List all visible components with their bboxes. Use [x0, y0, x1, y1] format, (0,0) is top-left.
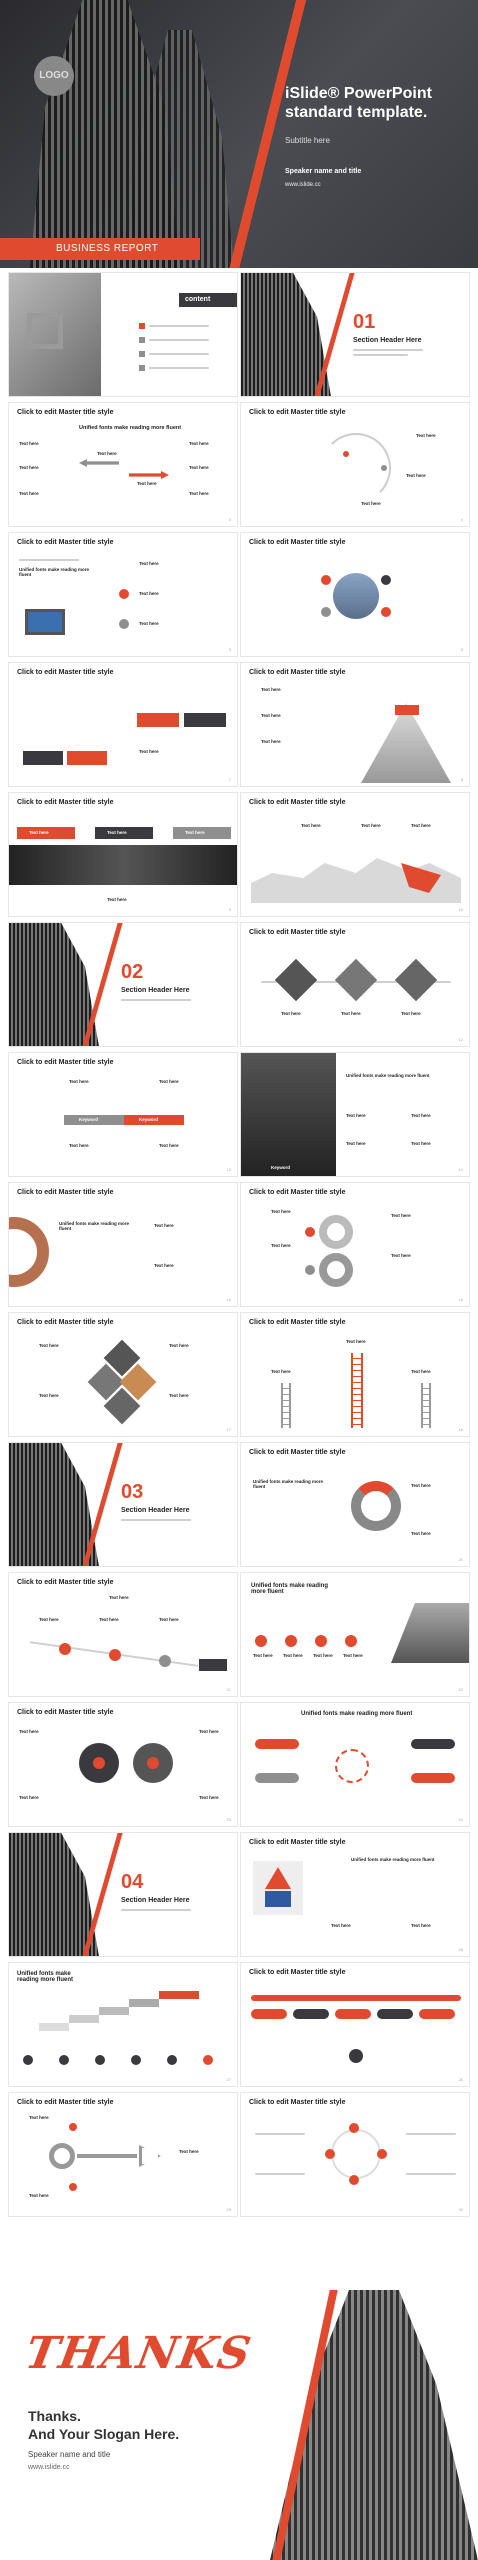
cover-title-line2: standard template.	[285, 104, 428, 121]
text-label: Text here	[416, 433, 436, 438]
pill-red	[255, 1739, 299, 1749]
slide-ladders[interactable]	[240, 1312, 470, 1437]
pill-red	[411, 1773, 455, 1783]
block-icon	[265, 1891, 291, 1907]
step-node	[59, 1643, 71, 1655]
stair-top	[159, 1991, 199, 1999]
text-box-dark	[23, 751, 63, 765]
text-label: Text here	[346, 1113, 366, 1118]
section-04-slide[interactable]	[8, 1832, 238, 1957]
right-arrow	[129, 471, 169, 479]
slide-title: Click to edit Master title style	[249, 1319, 346, 1326]
page-number: 6	[460, 647, 463, 652]
slide-heading: Unified fonts make reading more fluent	[59, 1221, 130, 1231]
diamond-photo	[395, 959, 437, 1001]
inner-icon	[93, 1757, 105, 1769]
section-number: 02	[121, 961, 144, 983]
slide-hub[interactable]	[240, 1702, 470, 1827]
text-label: Text here	[189, 491, 209, 496]
section-03-slide[interactable]	[8, 1442, 238, 1567]
text-label: Text here	[271, 1209, 291, 1214]
text-label: Text here	[139, 621, 159, 626]
slide-heading: Unified fonts make reading more fluent	[19, 567, 90, 577]
text-label: Text here	[261, 713, 281, 718]
text-label: Text here	[169, 1393, 189, 1398]
pill-red	[335, 2009, 371, 2019]
arc-node	[343, 451, 349, 457]
branch-hub	[49, 2143, 75, 2169]
city-photo	[333, 573, 379, 619]
slide-icons[interactable]	[8, 532, 238, 657]
page-number: 4	[460, 517, 463, 522]
text-line	[19, 559, 79, 561]
text-label: Text here	[189, 441, 209, 446]
text-label: Text here	[39, 1343, 59, 1348]
slide-heading: Unified fonts make reading more fluent	[351, 1857, 435, 1862]
text-box-red	[137, 713, 179, 727]
section-header: Section Header Here	[121, 1507, 190, 1514]
puzzle-ring	[319, 1215, 353, 1249]
slide-title: Click to edit Master title style	[249, 929, 346, 936]
slide-heading: Unified fonts make reading more fluent	[17, 1971, 74, 1983]
page-number: 22	[458, 1687, 463, 1692]
text-label: Text here	[261, 739, 281, 744]
page-number: 7	[228, 777, 231, 782]
text-label: Text here	[331, 1923, 351, 1928]
slide-puzzle[interactable]	[240, 1182, 470, 1307]
slide-heading: Unified fonts make reading more fluent	[253, 1479, 324, 1489]
pill-dark	[377, 2009, 413, 2019]
cover-title	[285, 84, 465, 122]
item-marker-4	[139, 365, 145, 371]
text-label: Text here	[391, 1253, 411, 1258]
cover-slide	[0, 0, 478, 268]
section-number: 04	[121, 1871, 144, 1893]
thanks-speaker: Speaker name and title	[28, 2450, 111, 2459]
page-number: 9	[228, 907, 231, 912]
slide-city-circles[interactable]	[240, 532, 470, 657]
text-label: Text here	[361, 823, 381, 828]
slide-stairs[interactable]	[8, 1962, 238, 2087]
section-01-slide[interactable]	[240, 272, 470, 397]
text-label: Text here	[406, 473, 426, 478]
slide-title: Click to edit Master title style	[17, 1059, 114, 1066]
page-number: 30	[458, 2207, 463, 2212]
building-photo	[241, 1053, 336, 1177]
item-line-2	[149, 339, 209, 341]
slide-heading: Unified fonts make reading more fluent	[79, 425, 182, 431]
slide-title: Click to edit Master title style	[249, 2099, 346, 2106]
section-desc-line	[353, 349, 423, 351]
slide-timeline-arc[interactable]	[240, 402, 470, 527]
cover-site: www.islide.cc	[285, 182, 321, 188]
photo-frame	[27, 313, 63, 349]
circle-icon	[167, 2055, 177, 2065]
stair-step	[99, 2007, 129, 2015]
slide-title: Click to edit Master title style	[17, 1319, 114, 1326]
section-number: 01	[353, 311, 376, 333]
text-label: Text here	[19, 1729, 39, 1734]
ladder-icon	[421, 1383, 431, 1428]
text-label: Text here	[411, 823, 431, 828]
slide-title: Click to edit Master title style	[17, 799, 114, 806]
slide-title: Click to edit Master title style	[17, 1709, 114, 1716]
slide-diamonds[interactable]	[240, 922, 470, 1047]
puzzle-ring	[319, 1253, 353, 1287]
section-desc-line	[121, 999, 191, 1001]
ladder-icon	[281, 1383, 291, 1428]
node-icon	[69, 2183, 77, 2191]
mountain-image	[361, 703, 451, 783]
page-number: 21	[226, 1687, 231, 1692]
section-02-slide[interactable]	[8, 922, 238, 1047]
page-number: 15	[226, 1297, 231, 1302]
text-label: Text here	[361, 501, 381, 506]
text-label: Text here	[346, 1141, 366, 1146]
left-arrow	[79, 459, 119, 467]
text-label: Text here	[411, 1531, 431, 1536]
branch-line	[77, 2154, 137, 2158]
page-number: 3	[228, 517, 231, 522]
tab-label: Text here	[29, 830, 49, 835]
text-box-red	[67, 751, 107, 765]
slide-title: Click to edit Master title style	[249, 1449, 346, 1456]
donut-ring	[351, 1481, 401, 1531]
slide-heading: Unified fonts make reading more fluent	[301, 1711, 413, 1717]
slide-ring-photo[interactable]	[8, 1182, 238, 1307]
slide-title: Click to edit Master title style	[17, 409, 114, 416]
page-number: 28	[458, 2077, 463, 2082]
slide-title: Click to edit Master title style	[249, 1969, 346, 1976]
slide-title: Click to edit Master title style	[17, 1579, 114, 1586]
section-desc-line	[353, 354, 408, 356]
text-label: Text here	[411, 1141, 431, 1146]
stair-step	[129, 1999, 159, 2007]
slide-heading: Unified fonts make reading more fluent	[251, 1583, 329, 1595]
keyword-label: Keyword	[139, 1117, 159, 1122]
text-label: Text here	[199, 1795, 219, 1800]
thanks-line: Thanks.	[28, 2408, 81, 2424]
text-label: Text here	[253, 1653, 273, 1658]
laptop-icon	[25, 609, 65, 635]
text-label: Text here	[159, 1079, 179, 1084]
slide-donut[interactable]	[240, 1442, 470, 1567]
item-line-4	[149, 367, 209, 369]
flag-icon	[395, 705, 419, 715]
text-label: Text here	[391, 1213, 411, 1218]
text-label: Text here	[139, 749, 159, 754]
node-icon	[349, 2123, 359, 2133]
section-desc-line	[121, 1909, 191, 1911]
arrow-label: Text here	[137, 481, 157, 486]
inner-icon	[147, 1757, 159, 1769]
step-end-box	[199, 1659, 227, 1671]
slide-flow[interactable]	[240, 1832, 470, 1957]
step-node	[109, 1649, 121, 1661]
node-icon	[305, 1227, 315, 1237]
tab-label: Text here	[107, 830, 127, 835]
text-label: Text here	[169, 1343, 189, 1348]
item-line-1	[149, 325, 209, 327]
cover-title-line1: iSlide® PowerPoint	[285, 85, 432, 102]
node-icon	[321, 607, 331, 617]
logo: LOGO	[34, 56, 74, 96]
slide-mountain[interactable]	[240, 662, 470, 787]
item-marker-3	[139, 351, 145, 357]
text-label: Text here	[411, 1483, 431, 1488]
circle-icon	[345, 1635, 357, 1647]
slide-title: Click to edit Master title style	[249, 1839, 346, 1846]
slide-diamond-grid[interactable]	[8, 1312, 238, 1437]
pill-red	[419, 2009, 455, 2019]
slide-title: Click to edit Master title style	[249, 539, 346, 546]
arrow-head	[139, 2145, 161, 2167]
item-marker-2	[139, 337, 145, 343]
bullet-icon	[119, 619, 129, 629]
text-label: Text here	[179, 2149, 199, 2154]
diamond-photo	[275, 959, 317, 1001]
page-number: 26	[458, 1947, 463, 1952]
content-label: content	[185, 296, 211, 303]
slide-branch[interactable]	[8, 2092, 238, 2217]
top-bar	[251, 1995, 461, 2001]
hub-ring	[335, 1749, 369, 1783]
text-label: Text here	[139, 591, 159, 596]
slide-keyword-bar[interactable]	[8, 1052, 238, 1177]
banner-photo	[9, 845, 238, 885]
text-box-dark	[184, 713, 226, 727]
pill-dark	[293, 2009, 329, 2019]
text-label: Text here	[107, 897, 127, 902]
section-desc-line	[121, 1519, 191, 1521]
pill-grey	[255, 1773, 299, 1783]
step-node	[159, 1655, 171, 1667]
stair-step	[69, 2015, 99, 2023]
node-icon	[305, 1265, 315, 1275]
text-label: Text here	[69, 1079, 89, 1084]
text-label: Text here	[69, 1143, 89, 1148]
slide-title: Click to edit Master title style	[17, 2099, 114, 2106]
pill-red	[251, 2009, 287, 2019]
text-label: Text here	[39, 1617, 59, 1622]
item-marker-1	[139, 323, 145, 329]
page-number: 16	[458, 1297, 463, 1302]
text-label: Text here	[401, 1011, 421, 1016]
circle-icon	[315, 1635, 327, 1647]
text-label: Text here	[271, 1243, 291, 1248]
text-label: Text here	[19, 1795, 39, 1800]
text-label: Text here	[199, 1729, 219, 1734]
page-number: 20	[458, 1557, 463, 1562]
slide-title: Click to edit Master title style	[17, 669, 114, 676]
text-label: Text here	[154, 1223, 174, 1228]
page-number: 29	[226, 2207, 231, 2212]
circle-icon	[23, 2055, 33, 2065]
node-icon	[321, 575, 331, 585]
section-header: Section Header Here	[121, 1897, 190, 1904]
text-line	[255, 2173, 305, 2175]
text-label: Text here	[159, 1617, 179, 1622]
text-label: Text here	[19, 491, 39, 496]
arrow-label: Text here	[97, 451, 117, 456]
slide-arrows[interactable]	[8, 402, 238, 527]
page-number: 24	[458, 1817, 463, 1822]
slogan-line: And Your Slogan Here.	[28, 2426, 180, 2442]
text-label: Text here	[346, 1339, 366, 1344]
cover-subtitle: Subtitle here	[285, 136, 330, 145]
page-number: 17	[226, 1427, 231, 1432]
section-header: Section Header Here	[353, 337, 422, 344]
text-label: Text here	[341, 1011, 361, 1016]
text-label: Text here	[271, 1369, 291, 1374]
text-label: Text here	[19, 441, 39, 446]
contents-slide[interactable]	[8, 272, 238, 397]
slide-title: Click to edit Master title style	[17, 539, 114, 546]
thanks-site: www.islide.cc	[28, 2464, 70, 2471]
page-number: 27	[226, 2077, 231, 2082]
slide-icon-circles[interactable]	[8, 1702, 238, 1827]
page-number: 5	[228, 647, 231, 652]
slide-pills-row[interactable]	[240, 1962, 470, 2087]
node-icon	[325, 2149, 335, 2159]
circle-icon	[203, 2055, 213, 2065]
text-line	[406, 2173, 456, 2175]
center-icon	[349, 2049, 363, 2063]
node-icon	[381, 607, 391, 617]
text-label: Text here	[301, 823, 321, 828]
slide-world[interactable]	[240, 2092, 470, 2217]
page-number: 18	[458, 1427, 463, 1432]
text-label: Text here	[29, 2193, 49, 2198]
page-number: 13	[226, 1167, 231, 1172]
bullet-icon	[119, 589, 129, 599]
circle-icon	[131, 2055, 141, 2065]
tab-label: Text here	[185, 830, 205, 835]
slide-title: Click to edit Master title style	[249, 669, 346, 676]
circle-icon	[95, 2055, 105, 2065]
page-number: 23	[226, 1817, 231, 1822]
slide-boxes[interactable]	[8, 662, 238, 787]
building-photo	[391, 1603, 470, 1663]
slide-steps[interactable]	[8, 1572, 238, 1697]
ring-photo	[8, 1217, 49, 1287]
text-label: Text here	[189, 465, 209, 470]
thanks-slide	[0, 2290, 478, 2560]
slide-photo-keyword[interactable]	[240, 1052, 470, 1177]
text-label: Text here	[283, 1653, 303, 1658]
thanks-wordmark: THANKS	[21, 2328, 256, 2379]
text-label: Text here	[343, 1653, 363, 1658]
world-ring	[331, 2129, 381, 2179]
section-number: 03	[121, 1481, 144, 1503]
text-label: Text here	[281, 1011, 301, 1016]
page-number: 8	[460, 777, 463, 782]
arc-node	[381, 465, 387, 471]
node-icon	[377, 2149, 387, 2159]
slide-icon-row[interactable]	[240, 1572, 470, 1697]
slide-heading: Unified fonts make reading more fluent	[346, 1073, 430, 1078]
text-label: Text here	[411, 1923, 431, 1928]
page-number: 14	[458, 1167, 463, 1172]
stair-step	[39, 2023, 69, 2031]
page-number: 10	[458, 907, 463, 912]
text-label: Text here	[139, 561, 159, 566]
circle-icon	[59, 2055, 69, 2065]
text-label: Text here	[39, 1393, 59, 1398]
diamond-photo	[335, 959, 377, 1001]
slide-map[interactable]	[240, 792, 470, 917]
slide-title: Click to edit Master title style	[249, 1189, 346, 1196]
text-label: Text here	[411, 1113, 431, 1118]
text-line	[406, 2133, 456, 2135]
slide-title: Click to edit Master title style	[249, 409, 346, 416]
ladder-icon-red	[351, 1353, 363, 1428]
slide-title: Click to edit Master title style	[249, 799, 346, 806]
text-label: Text here	[154, 1263, 174, 1268]
slide-photo-banner[interactable]	[8, 792, 238, 917]
cover-speaker: Speaker name and title	[285, 168, 362, 175]
circle-icon	[255, 1635, 267, 1647]
slide-title: Click to edit Master title style	[17, 1189, 114, 1196]
text-label: Text here	[411, 1369, 431, 1374]
text-label: Text here	[19, 465, 39, 470]
node-icon	[381, 575, 391, 585]
pill-dark	[411, 1739, 455, 1749]
text-label: Text here	[29, 2115, 49, 2120]
text-label: Text here	[99, 1617, 119, 1622]
section-header: Section Header Here	[121, 987, 190, 994]
text-label: Text here	[313, 1653, 333, 1658]
keyword-label: Keyword	[271, 1165, 291, 1170]
item-line-3	[149, 353, 209, 355]
node-icon	[349, 2175, 359, 2185]
keyword-label: Keyword	[79, 1117, 99, 1122]
text-line	[255, 2133, 305, 2135]
text-label: Text here	[159, 1143, 179, 1148]
text-label: Text here	[109, 1595, 129, 1600]
business-report-band	[0, 238, 200, 260]
page-number: 12	[458, 1037, 463, 1042]
band-label: BUSINESS REPORT	[56, 243, 159, 254]
node-icon	[69, 2123, 77, 2131]
text-label: Text here	[261, 687, 281, 692]
circle-icon	[285, 1635, 297, 1647]
